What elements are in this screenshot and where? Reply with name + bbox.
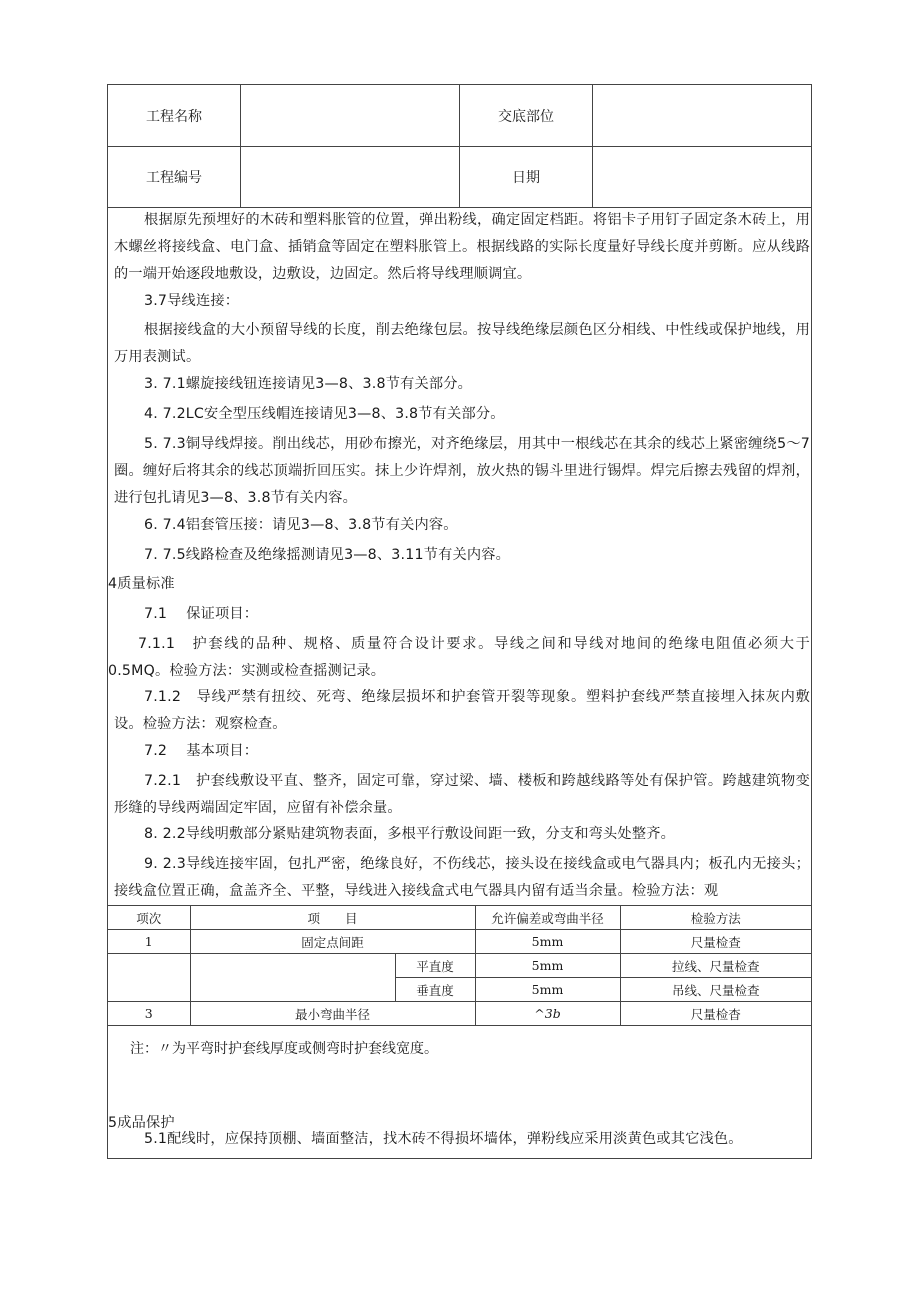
section-5-heading: 5成品保护 — [108, 1115, 175, 1131]
table-header-no: 项次 — [108, 906, 190, 930]
table-cell-method: 吊线、尺量检查 — [620, 978, 811, 1002]
header-row-1 — [108, 85, 811, 147]
project-no-field[interactable] — [241, 146, 460, 207]
table-cell-item: 固定点间距 — [190, 930, 475, 954]
table-row — [108, 1002, 811, 1026]
table-cell-method: 尺量检杳 — [620, 1002, 811, 1026]
table-header-method: 检验方法 — [620, 906, 811, 930]
project-name-label: 工程名称 — [108, 85, 241, 146]
tolerance-table — [108, 905, 811, 1026]
paragraph-7-2-2: 8. 2.2导线明敷部分紧贴建筑物表面，多根平行敷设间距一致，分支和弯头处整齐。 — [144, 826, 675, 842]
table-header-item: 项 目 — [190, 906, 475, 930]
table-cell-subitem: 平直度 — [395, 954, 475, 978]
header-row-2 — [108, 146, 811, 208]
paragraph-3-7-1: 3. 7.1螺旋接线钮连接请见3—8、3.8节有关部分。 — [144, 376, 473, 392]
heading-3-7: 3.7导线连接： — [144, 293, 240, 309]
table-cell-tolerance: 5mm — [475, 930, 620, 954]
table-note: 注：〃为平弯时护套线厚度或侧弯时护套线宽度。 — [130, 1041, 438, 1057]
table-cell-method: 尺量检查 — [620, 930, 811, 954]
paragraph-7-1-2: 7.1.2 导线严禁有扭绞、死弯、绝缘层损坏和护套管开裂等现象。塑料护套线严禁直接埋入抹灰内敷设。检验方法：观察检查。 — [114, 689, 810, 732]
table-cell-item — [190, 954, 395, 1002]
table-cell-no: 1 — [108, 930, 190, 954]
date-label: 日期 — [460, 146, 593, 207]
paragraph-wire-connect: 根据接线盒的大小预留导线的长度，削去绝缘包层。按导线绝缘层颜色区分相线、中性线或保护地线，用万用表测试。 — [114, 322, 810, 365]
paragraph-7-1: 7.1 保证项目： — [144, 606, 259, 622]
paragraph-fixing: 根据原先预埋好的木砖和塑料胀管的位置，弹出粉线，确定固定档距。将铝卡子用钉子固定条木砖上，用木螺丝将接线盒、电门盒、插销盒等固定在塑料胀管上。根据线路的实际长度量好导线长度并剪断。应从线路的一端开始逐段地敷设，边敷设，边固定。然后将导线理顺调宜。 — [114, 212, 810, 282]
paragraph-5-1: 5.1配线时，应保持顶棚、墙面整洁，找木砖不得损坏墙体，弹粉线应采用淡黄色或其它浅色。 — [144, 1131, 743, 1147]
table-row — [108, 954, 811, 978]
table-cell-no — [108, 954, 190, 1002]
table-cell-tolerance: 5mm — [475, 954, 620, 978]
document-frame — [107, 84, 812, 1159]
section-4-heading: 4质量标准 — [108, 576, 175, 592]
paragraph-7-2: 7.2 基本项目： — [144, 743, 259, 759]
table-cell-item: 最小弯曲半径 — [190, 1002, 475, 1026]
table-cell-tolerance: 5mm — [475, 978, 620, 1002]
paragraph-7-2-1: 7.2.1 护套线敷设平直、整齐，固定可靠，穿过梁、墙、楼板和跨越线路等处有保护管。跨越建筑物变形缝的导线两端固定牢固，应留有补偿余量。 — [114, 773, 810, 816]
table-cell-no: 3 — [108, 1002, 190, 1026]
project-no-label: 工程编号 — [108, 146, 241, 207]
table-header-row — [108, 906, 811, 930]
paragraph-3-7-5: 7. 7.5线路检查及绝缘摇测请见3—8、3.11节有关内容。 — [144, 547, 511, 563]
date-field[interactable] — [593, 146, 811, 207]
table-cell-subitem: 垂直度 — [395, 978, 475, 1002]
handover-part-field[interactable] — [593, 85, 811, 146]
paragraph-7-1-1: 7.1.1 护套线的品种、规格、质量符合设计要求。导线之间和导线对地间的绝缘电阻值必须大于0.5MQ。检验方法：实测或检查摇测记录。 — [108, 636, 810, 679]
paragraph-3-7-4: 6. 7.4铝套管压接：请见3—8、3.8节有关内容。 — [144, 517, 458, 533]
table-row — [108, 930, 811, 954]
table-cell-method: 拉线、尺量检查 — [620, 954, 811, 978]
paragraph-3-7-2: 4. 7.2LC安全型压线帽连接请见3—8、3.8节有关部分。 — [144, 406, 505, 422]
table-cell-tolerance: ^3b — [475, 1002, 620, 1026]
table-header-tolerance: 允许偏差或弯曲半径 — [475, 906, 620, 930]
project-name-field[interactable] — [241, 85, 460, 146]
paragraph-7-2-3: 9. 2.3导线连接牢固，包扎严密，绝缘良好，不伤线芯，接头设在接线盒或电气器具内；板孔内无接头；接线盒位置正确，盒盖齐全、平整，导线进入接线盒式电气器具内留有适当余量。检验方法：观 — [114, 856, 810, 899]
paragraph-3-7-3: 5. 7.3铜导线焊接。削出线芯，用砂布擦光，对齐绝缘层，用其中一根线芯在其余的线芯上紧密缠绕5～7圈。缠好后将其余的线芯顶端折回压实。抹上少许焊剂，放火热的锡斗里进行锡焊。焊完后擦去残留的焊剂，进行包扎请见3—8、3.8节有关内容。 — [114, 436, 810, 506]
handover-part-label: 交底部位 — [460, 85, 593, 146]
